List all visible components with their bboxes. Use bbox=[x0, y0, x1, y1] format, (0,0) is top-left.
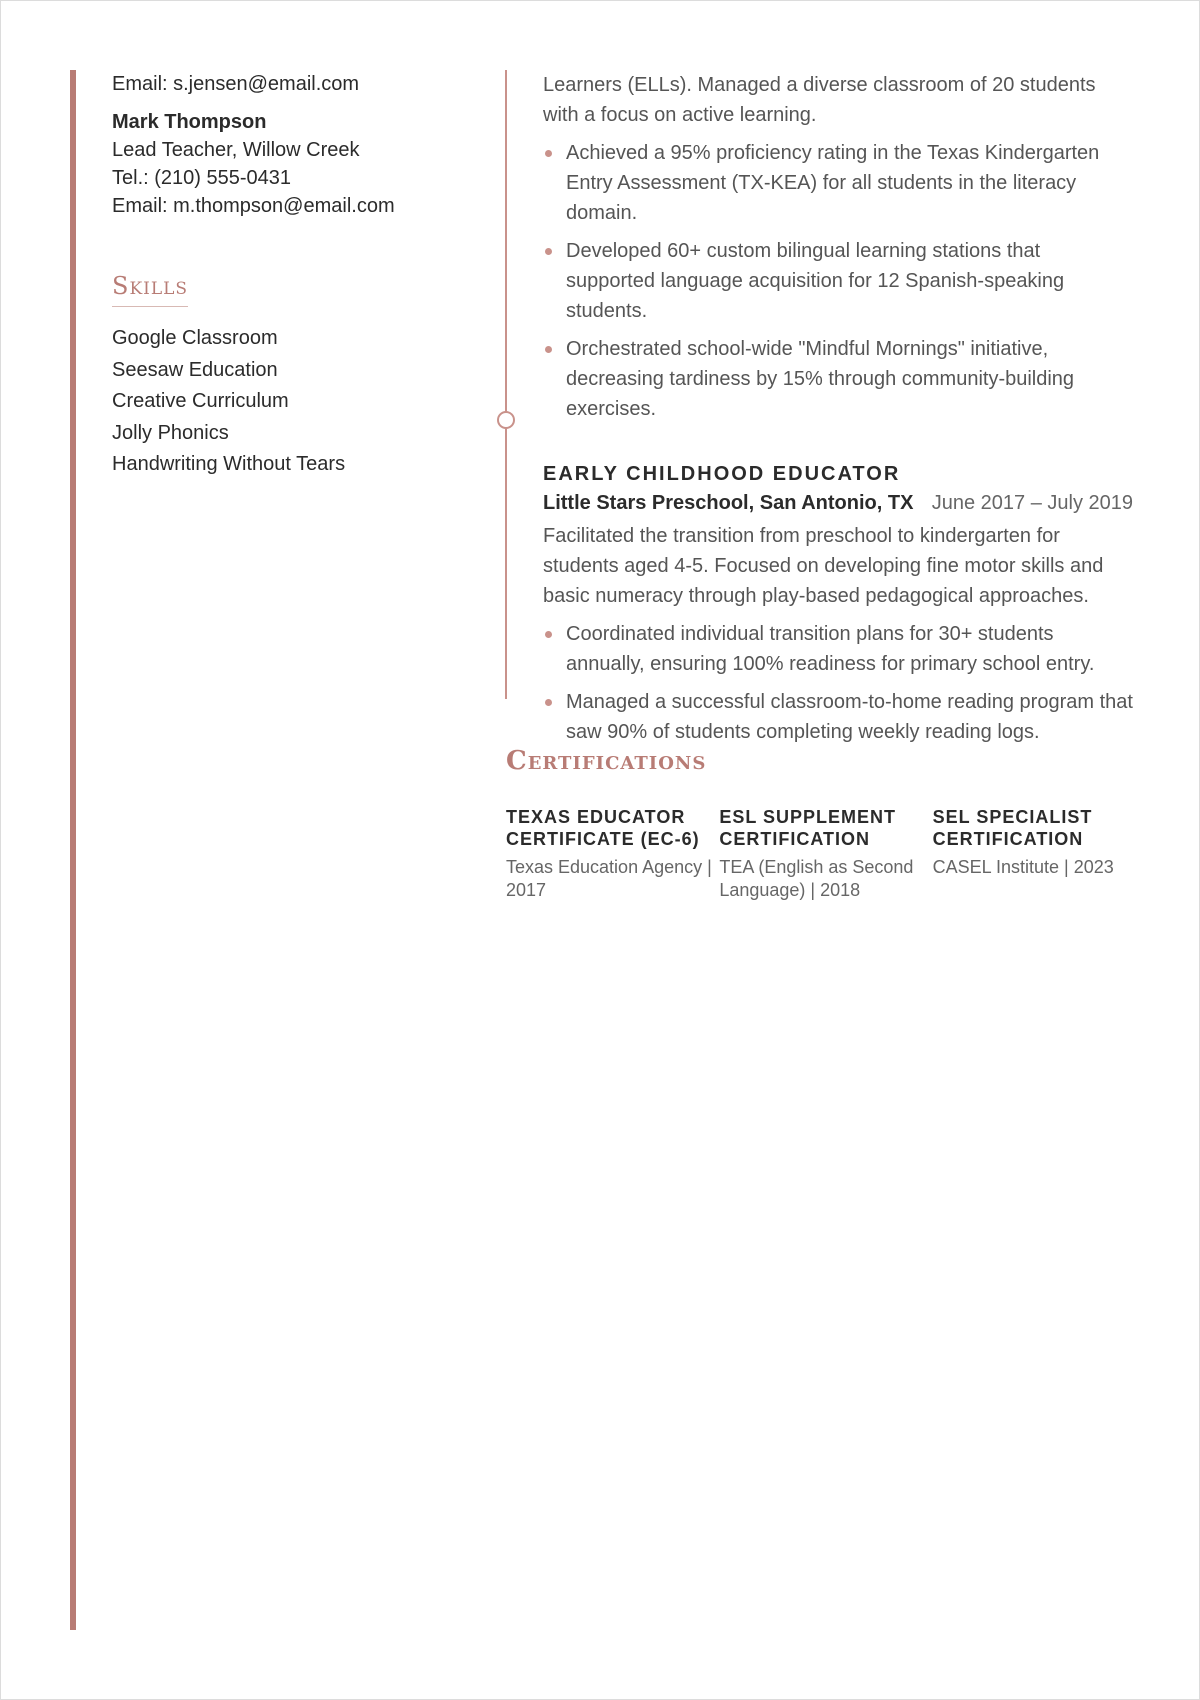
skill-item: Google Classroom bbox=[112, 327, 278, 349]
timeline-dot bbox=[497, 411, 515, 429]
timeline-line bbox=[505, 70, 507, 699]
skill-item: Creative Curriculum bbox=[112, 390, 289, 412]
bullet-text: Managed a successful classroom-to-home reading program that saw 90% of students completing weekly reading logs. bbox=[566, 691, 1133, 743]
reference-phone: Tel.: (210) 555-0431 bbox=[112, 167, 292, 189]
reference-title: Lead Teacher, Willow Creek bbox=[112, 139, 360, 161]
job-company: Little Stars Preschool, San Antonio, TX bbox=[543, 492, 914, 514]
skills-heading: Skills bbox=[112, 272, 188, 307]
certification-item bbox=[719, 806, 932, 901]
reference-name: Mark Thompson bbox=[112, 111, 267, 133]
bullet-text: Orchestrated school-wide "Mindful Mornings" initiative, decreasing tardiness by 15% through community-building exercises. bbox=[566, 338, 1075, 420]
reference-block bbox=[112, 108, 472, 220]
accent-bar bbox=[70, 70, 76, 1630]
reference-email: Email: m.thompson@email.com bbox=[112, 195, 395, 217]
job-description: Facilitated the transition from preschool to kindergarten for students aged 4-5. Focused on developing fine motor skills and basic numeracy through play-based pedagogical approaches. bbox=[543, 525, 1104, 607]
job-bullets bbox=[543, 619, 1133, 747]
skill-item: Jolly Phonics bbox=[112, 421, 229, 444]
bullet-item bbox=[543, 687, 1133, 747]
bullet-dot-icon bbox=[545, 699, 552, 706]
certification-item bbox=[506, 806, 719, 901]
job-title: EARLY CHILDHOOD EDUCATOR bbox=[543, 463, 901, 485]
left-column bbox=[112, 70, 472, 481]
bullet-item bbox=[543, 236, 1133, 326]
job-meta bbox=[543, 492, 1133, 515]
skill-item: Seesaw Education bbox=[112, 358, 278, 381]
bullet-item bbox=[543, 619, 1133, 679]
job-dates: June 2017 – July 2019 bbox=[931, 492, 1133, 514]
bullet-dot-icon bbox=[545, 248, 552, 255]
experience-section bbox=[543, 70, 1133, 755]
bullet-item bbox=[543, 138, 1133, 228]
certification-name: TEXAS EDUCATOR CERTIFICATE (EC-6) bbox=[506, 807, 700, 849]
certification-name: ESL SUPPLEMENT CERTIFICATION bbox=[719, 807, 897, 849]
certifications-grid bbox=[506, 806, 1146, 901]
bullet-text: Achieved a 95% proficiency rating in the Texas Kindergarten Entry Assessment (TX-KEA) for all students in the literacy domain. bbox=[566, 142, 1100, 224]
bullet-dot-icon bbox=[545, 150, 552, 157]
certifications-heading: Certifications bbox=[506, 746, 707, 776]
certification-issuer: Texas Education Agency | 2017 bbox=[506, 857, 712, 900]
certification-item bbox=[933, 806, 1146, 901]
reference-email: Email: s.jensen@email.com bbox=[112, 73, 360, 95]
skills-list bbox=[112, 323, 472, 481]
bullet-text: Coordinated individual transition plans for 30+ students annually, ensuring 100% readiness for primary school entry. bbox=[566, 623, 1095, 675]
certification-issuer: TEA (English as Second Language) | 2018 bbox=[719, 857, 914, 900]
job-bullets bbox=[543, 138, 1133, 424]
bullet-dot-icon bbox=[545, 346, 552, 353]
certifications-section bbox=[506, 746, 1146, 901]
bullet-dot-icon bbox=[545, 631, 552, 638]
certification-name: SEL SPECIALIST CERTIFICATION bbox=[932, 807, 1093, 849]
certification-issuer: CASEL Institute | 2023 bbox=[932, 857, 1114, 877]
skill-item: Handwriting Without Tears bbox=[112, 453, 346, 475]
bullet-text: Developed 60+ custom bilingual learning stations that supported language acquisition for 12 Spanish-speaking students. bbox=[566, 240, 1065, 322]
bullet-item bbox=[543, 334, 1133, 424]
job-description: Learners (ELLs). Managed a diverse classroom of 20 students with a focus on active learning. bbox=[543, 74, 1096, 126]
